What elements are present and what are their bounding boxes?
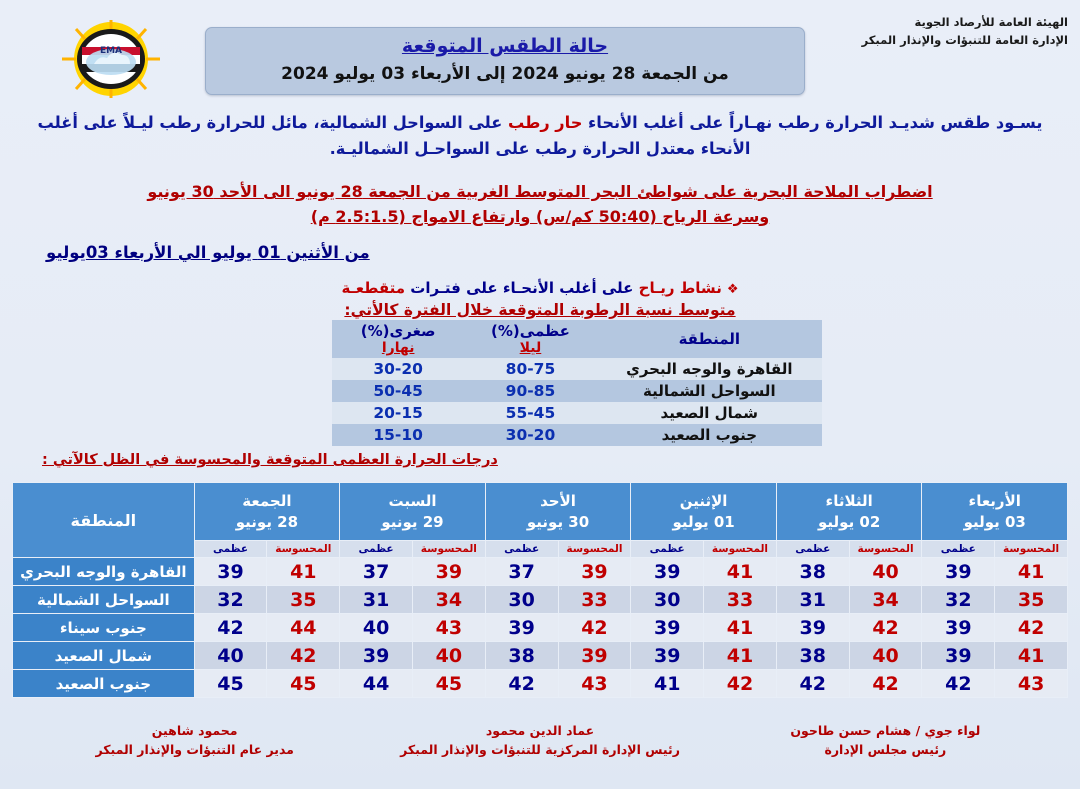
temperature-caption: درجات الحرارة العظمى المتوقعة والمحسوسة في الظل كالآتي :	[42, 452, 498, 468]
day-header-2	[631, 483, 777, 541]
day-date: 30 يونيو	[526, 512, 590, 531]
wind-activity-line	[0, 279, 1080, 297]
ema-logo-icon	[52, 20, 170, 98]
temp-feels-5: 35	[267, 586, 340, 614]
temp-feels-4: 43	[412, 614, 485, 642]
subheader-max-0: عظمى	[922, 541, 995, 558]
humidity-caption: متوسط نسبة الرطوبة المتوقعة خلال الفترة كالأتي:	[344, 301, 736, 319]
temp-max-5: 32	[194, 586, 267, 614]
humidity-min: 20-15	[373, 404, 423, 422]
temp-max-4: 37	[340, 558, 413, 586]
temp-feels-0: 41	[995, 642, 1068, 670]
temp-feels-4: 40	[412, 642, 485, 670]
temperature-row	[13, 558, 1068, 586]
temp-max-5: 45	[194, 670, 267, 698]
temp-max-4: 40	[340, 614, 413, 642]
temp-feels-4: 34	[412, 586, 485, 614]
subheader-feels-4: المحسوسة	[412, 541, 485, 558]
subheader-feels-0: المحسوسة	[995, 541, 1068, 558]
humidity-col-max-sub: ليلا	[519, 340, 542, 356]
temp-max-2: 30	[631, 586, 704, 614]
day-date: 03 يوليو	[963, 512, 1026, 531]
wind-red-2: متقطعـة	[341, 279, 406, 297]
marine-warning	[0, 180, 1080, 230]
temp-max-3: 38	[485, 642, 558, 670]
day-name: السبت	[388, 492, 437, 511]
ema-logo	[52, 20, 170, 98]
temperature-region-cell: شمال الصعيد	[13, 642, 195, 670]
temp-max-3: 42	[485, 670, 558, 698]
signature-block-2	[22, 722, 367, 760]
temp-feels-5: 41	[267, 558, 340, 586]
temp-feels-4: 39	[412, 558, 485, 586]
temp-max-0: 39	[922, 558, 995, 586]
temp-max-5: 40	[194, 642, 267, 670]
humidity-table-body	[332, 358, 822, 446]
humidity-min: 50-45	[373, 382, 423, 400]
humidity-max: 90-85	[505, 382, 556, 400]
temperature-day-row	[13, 483, 1068, 541]
humidity-min: 30-20	[373, 360, 423, 378]
marine-line1: اضطراب الملاحة البحرية على شواطئ البحر المتوسط الغربية من الجمعة 28 يونيو الى الأحد 30 يونيو	[147, 182, 933, 201]
day-date: 28 يونيو	[235, 512, 299, 531]
temp-feels-3: 39	[558, 642, 631, 670]
signature-name: محمود شاهين	[151, 723, 238, 738]
temp-max-0: 39	[922, 614, 995, 642]
temp-max-1: 38	[776, 642, 849, 670]
temp-max-1: 39	[776, 614, 849, 642]
humidity-region: جنوب الصعيد	[661, 426, 758, 444]
temp-max-0: 32	[922, 586, 995, 614]
subheader-max-1: عظمى	[776, 541, 849, 558]
temp-feels-2: 42	[704, 670, 777, 698]
marine-line2: وسرعة الرياح (50:40 كم/س) وارتفاع الامواج (2.5:1.5 م)	[310, 206, 770, 226]
humidity-row	[332, 402, 822, 424]
temp-feels-1: 42	[849, 670, 922, 698]
temp-max-2: 41	[631, 670, 704, 698]
day-date: 02 يوليو	[818, 512, 881, 531]
humidity-col-min-sub: نهارا	[381, 340, 415, 356]
temp-max-3: 37	[485, 558, 558, 586]
temp-max-4: 31	[340, 586, 413, 614]
temp-max-5: 39	[194, 558, 267, 586]
temp-feels-5: 44	[267, 614, 340, 642]
temperature-region-cell: جنوب سيناء	[13, 614, 195, 642]
subheader-feels-5: المحسوسة	[267, 541, 340, 558]
day-date: 29 يونيو	[381, 512, 444, 531]
temp-feels-0: 43	[995, 670, 1068, 698]
day-name: الجمعة	[242, 492, 292, 511]
signature-block-1	[367, 722, 712, 760]
humidity-col-max	[464, 320, 596, 358]
humidity-row	[332, 358, 822, 380]
temp-feels-2: 41	[704, 642, 777, 670]
temp-feels-1: 34	[849, 586, 922, 614]
day-header-1	[776, 483, 922, 541]
humidity-max: 55-45	[505, 404, 556, 422]
temperature-row	[13, 586, 1068, 614]
humidity-col-min	[332, 320, 464, 358]
subheader-max-4: عظمى	[340, 541, 413, 558]
bullet-icon: ❖	[726, 282, 739, 297]
humidity-region: السواحل الشمالية	[643, 382, 776, 400]
subheader-feels-1: المحسوسة	[849, 541, 922, 558]
temp-max-2: 39	[631, 642, 704, 670]
temp-max-4: 44	[340, 670, 413, 698]
signature-title: رئيس الإدارة المركزية للتنبؤات والإنذار المبكر	[400, 741, 680, 757]
humidity-region: القاهرة والوجه البحري	[626, 360, 793, 378]
temperature-row	[13, 670, 1068, 698]
day-header-3	[485, 483, 631, 541]
temp-feels-1: 40	[849, 558, 922, 586]
temp-feels-2: 41	[704, 614, 777, 642]
summary-part1: يسـود طقس شديـد الحرارة رطب نهـاراً على أغلب الأنحاء	[582, 113, 1043, 132]
day-name: الإثنين	[679, 492, 728, 511]
temp-feels-3: 42	[558, 614, 631, 642]
temp-feels-4: 45	[412, 670, 485, 698]
subheader-max-5: عظمى	[194, 541, 267, 558]
temperature-table-head	[13, 483, 1068, 558]
temp-max-3: 30	[485, 586, 558, 614]
temp-max-2: 39	[631, 558, 704, 586]
temp-feels-2: 33	[704, 586, 777, 614]
subheader-feels-3: المحسوسة	[558, 541, 631, 558]
temperature-region-cell: القاهرة والوجه البحري	[13, 558, 195, 586]
humidity-max: 30-20	[505, 426, 556, 444]
signature-title: مدير عام التنبؤات والإنذار المبكر	[95, 741, 294, 757]
temp-max-3: 39	[485, 614, 558, 642]
day-name: الثلاثاء	[825, 492, 873, 511]
agency-name-line2: الإدارة العامة للتنبؤات والإنذار المبكر	[861, 32, 1068, 47]
temp-max-1: 38	[776, 558, 849, 586]
temp-feels-1: 42	[849, 614, 922, 642]
day-name: الأربعاء	[968, 492, 1021, 511]
humidity-col-max-label: عظمى(%)	[491, 322, 570, 340]
temp-max-1: 42	[776, 670, 849, 698]
title-box	[205, 27, 805, 95]
humidity-table-head	[332, 320, 822, 358]
temperature-region-cell: جنوب الصعيد	[13, 670, 195, 698]
temperature-table-body	[13, 558, 1068, 698]
humidity-col-region: المنطقة	[678, 330, 741, 348]
temp-max-0: 39	[922, 642, 995, 670]
temp-max-0: 42	[922, 670, 995, 698]
day-date: 01 يوليو	[672, 512, 735, 531]
signature-name: لواء جوي / هشام حسن طاحون	[790, 723, 981, 738]
temp-max-4: 39	[340, 642, 413, 670]
temp-max-1: 31	[776, 586, 849, 614]
temperature-table-wrapper	[12, 482, 1068, 698]
temp-feels-3: 33	[558, 586, 631, 614]
agency-header	[862, 14, 1068, 50]
signature-block-0	[713, 722, 1058, 760]
weather-summary	[14, 110, 1066, 162]
agency-name-line1: الهيئة العامة للأرصاد الجوية	[914, 15, 1068, 29]
signature-title: رئيس مجلس الإدارة	[824, 741, 947, 757]
humidity-header-row	[332, 320, 822, 358]
humidity-max: 80-75	[505, 360, 556, 378]
temp-feels-5: 45	[267, 670, 340, 698]
subheader-max-2: عظمى	[631, 541, 704, 558]
temp-feels-1: 40	[849, 642, 922, 670]
humidity-row	[332, 424, 822, 446]
temperature-region-header: المنطقة	[13, 483, 195, 558]
subheader-max-3: عظمى	[485, 541, 558, 558]
day-header-4	[340, 483, 486, 541]
wind-blue: على أغلب الأنحـاء على فتـرات	[405, 279, 639, 297]
temp-feels-0: 42	[995, 614, 1068, 642]
summary-part3: على السواحل الشمالية، مائل للحرارة رطب ليـلاً على أغلب الأنحاء معتدل الحرارة رطب على السواحـل الشماليـة.	[37, 113, 751, 159]
summary-highlight: حار رطب	[507, 113, 583, 132]
humidity-table	[332, 320, 822, 446]
svg-text:EMA: EMA	[99, 46, 123, 56]
temp-max-2: 39	[631, 614, 704, 642]
page-title: حالة الطقس المتوقعة	[401, 35, 609, 57]
day-name: الأحد	[540, 492, 576, 511]
humidity-min: 15-10	[373, 426, 423, 444]
temperature-region-cell: السواحل الشمالية	[13, 586, 195, 614]
temperature-table	[12, 482, 1068, 698]
temp-feels-0: 41	[995, 558, 1068, 586]
day-header-5	[194, 483, 340, 541]
signature-name: عماد الدين محمود	[485, 723, 595, 738]
subheader-feels-2: المحسوسة	[704, 541, 777, 558]
wind-red-1: نشاط ريـاح	[638, 279, 722, 297]
temperature-row	[13, 642, 1068, 670]
humidity-row	[332, 380, 822, 402]
page-subtitle: من الجمعة 28 يونيو 2024 إلى الأربعاء 03 يوليو 2024	[281, 64, 729, 84]
temp-feels-3: 43	[558, 670, 631, 698]
footer-signatures	[0, 722, 1080, 760]
temp-feels-5: 42	[267, 642, 340, 670]
period-heading: من الأثنين 01 يوليو الي الأربعاء 03يوليو	[46, 243, 370, 262]
day-header-0	[922, 483, 1068, 541]
temp-feels-3: 39	[558, 558, 631, 586]
temp-feels-0: 35	[995, 586, 1068, 614]
temp-max-5: 42	[194, 614, 267, 642]
temp-feels-2: 41	[704, 558, 777, 586]
humidity-region: شمال الصعيد	[660, 404, 759, 422]
humidity-col-min-label: صغرى(%)	[360, 322, 436, 340]
temperature-row	[13, 614, 1068, 642]
